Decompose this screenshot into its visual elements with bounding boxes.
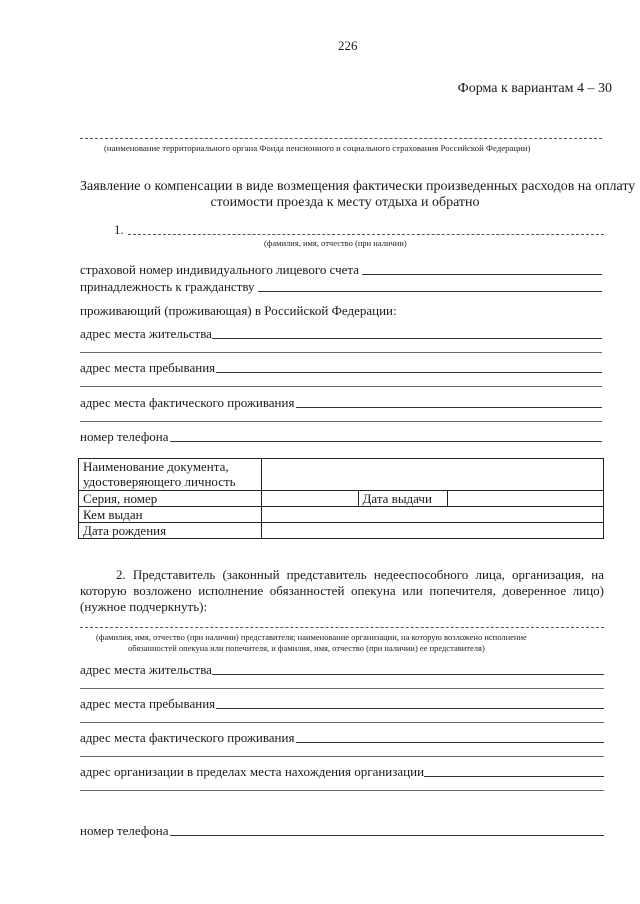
stay-address-label: адрес места пребывания [80,360,216,375]
series-number-label: Серия, номер [79,491,262,507]
doc-name-value[interactable] [261,459,603,491]
rep-actual-address-field-cont[interactable] [80,756,604,757]
stay-address-field[interactable] [216,372,602,373]
org-address-field[interactable] [424,776,604,777]
stay-address-field-cont[interactable] [80,386,602,387]
org-name-caption: (наименование территориального органа Фонда пенсионного и социального страхования Российской Федерации) [104,143,531,153]
phone-field[interactable] [170,441,602,442]
representative-caption-line1: (фамилия, имя, отчество (при наличии) представителя; наименование организации, на которую возложено исполнение [96,632,527,642]
citizenship-label: принадлежность к гражданству [80,279,255,294]
representative-name-line[interactable] [80,627,604,628]
doc-name-label-cell [79,459,262,491]
actual-address-label: адрес места фактического проживания [80,395,295,410]
actual-address-field-cont[interactable] [80,421,602,422]
rep-stay-address-label: адрес места пребывания [80,696,216,711]
applicant-name-caption: (фамилия, имя, отчество (при наличии) [264,238,407,248]
application-title-line1: Заявление о компенсации в виде возмещения фактически произведенных расходов на оплату [80,179,636,194]
issued-by-label: Кем выдан [79,507,262,523]
rep-phone-field[interactable] [170,835,604,836]
citizenship-field[interactable] [258,291,602,292]
birth-date-label: Дата рождения [79,523,262,539]
doc-name-label-line2: удостоверяющего личность [83,474,236,489]
snils-field[interactable] [362,274,602,275]
residence-address-label: адрес места жительства [80,326,212,341]
phone-label: номер телефона [80,429,169,444]
series-number-value[interactable] [261,491,358,507]
rep-residence-address-label: адрес места жительства [80,662,212,677]
representative-text: Представитель (законный представитель недееспособного лица, организация, на которую возложено исполнение обязанностей опекуна или попечителя, доверенное лицо) (нужное подчеркнуть): [80,567,604,614]
applicant-name-line[interactable] [128,234,604,235]
residence-address-field-cont[interactable] [80,352,602,353]
doc-name-label-line1: Наименование документа, [83,459,229,474]
issued-by-value[interactable] [261,507,603,523]
org-address-field-cont[interactable] [80,790,604,791]
page-number: 226 [338,38,358,53]
rep-stay-address-field-cont[interactable] [80,722,604,723]
rep-stay-address-field[interactable] [216,708,604,709]
application-title-line2: стоимости проезда к месту отдыха и обратно [210,195,480,210]
section2-number: 2. [116,567,126,582]
representative-caption-line2: обязанностей опекуна или попечителя, и фамилия, имя, отчество (при наличии) ее представителя) [128,643,485,653]
rep-residence-address-field[interactable] [212,674,604,675]
org-name-line[interactable] [80,138,602,139]
rep-residence-address-field-cont[interactable] [80,688,604,689]
rep-actual-address-label: адрес места фактического проживания [80,730,295,745]
identity-document-table [78,458,604,539]
actual-address-field[interactable] [296,407,602,408]
birth-date-value[interactable] [261,523,603,539]
org-address-label: адрес организации в пределах места нахождения организации [80,764,425,779]
snils-label: страховой номер индивидуального лицевого счета [80,262,360,277]
representative-paragraph [80,567,604,615]
residence-address-field[interactable] [212,338,602,339]
form-reference: Форма к вариантам 4 – 30 [457,81,612,96]
residing-label: проживающий (проживающая) в Российской Федерации: [80,303,397,318]
rep-phone-label: номер телефона [80,823,169,838]
rep-actual-address-field[interactable] [296,742,604,743]
issue-date-value[interactable] [448,491,604,507]
section1-number: 1. [114,222,124,237]
issue-date-label: Дата выдачи [358,491,448,507]
